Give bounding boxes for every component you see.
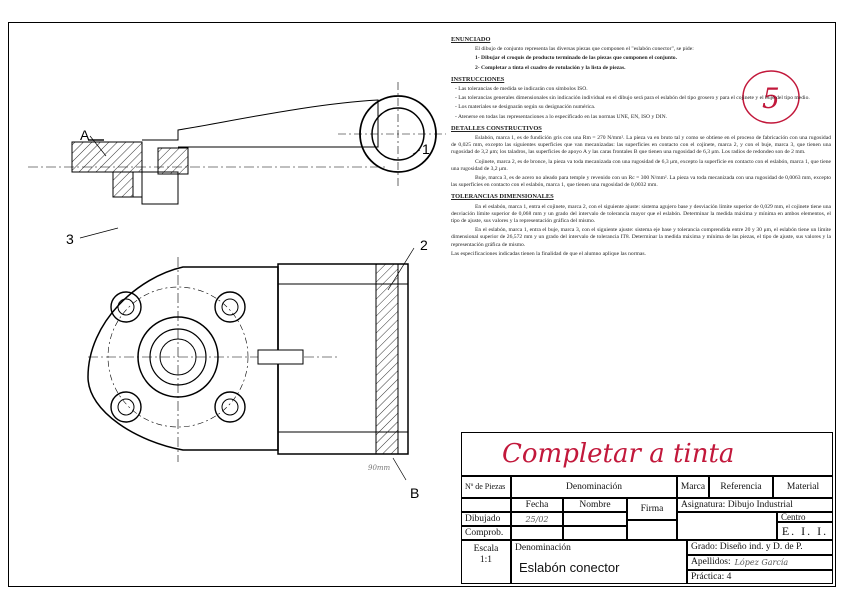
apellidos-label: Apellidos: <box>691 557 731 567</box>
blank-logo-cell <box>677 512 777 540</box>
practica-field: Práctica: 4 <box>687 570 833 584</box>
tolerance-1: En el eslabón, marca 1, entra el cojinete, marca 2, con el siguiente ajuste: sistema agujero base y desviación límite superior de 0,029 mm, el cojinete tiene una desviación límite superior de 0,068 mm y un grado del intervalo de tolerancia mayor que el eslabón. Determinar la medida máxima y mínima en ambos elementos, el tipo de ajuste, sus valores y la representación gráfica del mismo. <box>451 203 831 225</box>
referencia-column-header: Referencia <box>709 476 773 498</box>
technical-drawing <box>8 22 448 587</box>
n-piezas-header: Nº de Piezas <box>461 476 511 498</box>
escala-cell <box>461 540 511 584</box>
dibujado-nombre <box>563 512 627 526</box>
fecha-header: Fecha <box>511 498 563 512</box>
callout-1: 1 <box>422 141 430 157</box>
instruction-item: - Atenerse en todas las representaciones a lo especificado en las normas UNE, EN, ISO y DIN. <box>455 113 668 120</box>
top-section-view <box>28 82 446 204</box>
marca-column-header: Marca <box>677 476 709 498</box>
comprob-label: Comprob. <box>461 526 511 540</box>
instrucciones-heading: INSTRUCCIONES <box>451 75 505 83</box>
centro-value: E. I. I. <box>777 522 833 540</box>
dibujado-date: 25/02 <box>511 512 563 526</box>
comprob-nombre <box>563 526 627 540</box>
apellidos-field <box>687 555 833 570</box>
firma-header: Firma <box>627 498 677 520</box>
title-block <box>461 432 833 584</box>
centro-label: Centro <box>777 512 833 522</box>
detail-cojinete: Cojinete, marca 2, es de bronce, la pieza va toda mecanizada con una rugosidad de 6,3 μm, excepto la superficie en contacto con el eslabón, marca 1, que tiene una rugosidad de 3,2 μm. <box>451 158 831 172</box>
grade-mark: 5 <box>762 82 780 115</box>
exercise-statement <box>451 32 831 432</box>
material-column-header: Material <box>773 476 833 498</box>
escala-label: Escala <box>473 544 499 554</box>
callout-2: 2 <box>420 237 428 253</box>
handwritten-instruction: Completar a tinta <box>461 432 833 476</box>
pencil-note: 90mm <box>368 464 391 472</box>
tolerance-2: En el eslabón, marca 1, entra el buje, marca 3, con el siguiente ajuste: sistema eje base y tolerancia comprendida entre 20 y 30 μm, el eslabón tiene un límite dimensional superior de 26,572 mm y un grado del intervalo de tolerancia IT8. Determinar la medida máxima y mínima de las piezas, el tipo de ajuste, sus valores y la representación gráfica de mismo. <box>451 227 831 248</box>
blank-cell <box>461 498 511 512</box>
enunciado-intro: El dibujo de conjunto representa las diversas piezas que componen el "eslabón conector", se pide: <box>475 46 694 53</box>
instruction-item: - Las tolerancias de medida se indicarán con símbolos ISO. <box>455 86 588 93</box>
detalles-heading: DETALLES CONSTRUCTIVOS <box>451 124 542 132</box>
callout-B: B <box>410 485 420 501</box>
task-1: 1- Dibujar el croquis de producto terminado de las piezas que componen el conjunto. <box>475 55 678 62</box>
part-name-cell <box>511 540 687 584</box>
instruction-item: - Los materiales se designarán según su designación numérica. <box>455 104 596 111</box>
enunciado-heading: ENUNCIADO <box>451 36 491 43</box>
detail-buje: Buje, marca 3, es de acero no aleado para temple y revenido con un Rc = 300 N/mm². La pieza va toda mecanizada con una rugosidad de 0,0063 mm, excepto las superficies en contacto con el eslabón, marca 1, que tienen una rugosidad de 0,0032 mm. <box>451 175 831 189</box>
final-note: Las especificaciones indicadas tienen la finalidad de que el alumno aplique las normas. <box>451 250 646 257</box>
bottom-plan-view <box>88 257 408 462</box>
comprob-fecha <box>511 526 563 540</box>
firma-cell <box>627 520 677 540</box>
denominacion-column-header: Denominación <box>511 476 677 498</box>
apellidos-value: López García <box>734 558 789 567</box>
callout-A: A <box>80 127 90 143</box>
nombre-header: Nombre <box>563 498 627 512</box>
escala-value: 1:1 <box>479 555 493 565</box>
tolerancias-heading: TOLERANCIAS DIMENSIONALES <box>451 193 554 201</box>
denominacion-label: Denominación <box>515 543 571 553</box>
part-name: Eslabón conector <box>519 560 620 575</box>
dibujado-label: Dibujado <box>461 512 511 526</box>
callout-3: 3 <box>66 231 74 247</box>
task-2: 2- Completar a tinta el cuadro de rotulación y la lista de piezas. <box>475 64 626 71</box>
grado-field: Grado: Diseño ind. y D. de P. <box>687 540 833 555</box>
detail-eslabon: Eslabón, marca 1, es de fundición gris con una Rm = 270 N/mm². La pieza va en bruto tal y como se obtiene en el proceso de fabricación con una rugosidad de 0,025 mm, excepto las siguientes superficies que van mecanizadas: las superficies en contacto con el cojinete, marca 2, y con el buje, marca 3, que tienen una rugosidad de 3,2 μm; los taladros, las superficies de apoyo A y las caras frontales B que tienen una rugosidad de 6,3 μm. Los radios de redondeo son de 2 mm. <box>451 135 831 156</box>
asignatura-field: Asignatura: Dibujo Industrial <box>677 498 833 512</box>
instruction-item: - Las tolerancias generales dimensionales sin indicación individual en el dibujo será para el eslabón del tipo grosero y para el cojinete y el buje del tipo medio. <box>455 95 810 102</box>
